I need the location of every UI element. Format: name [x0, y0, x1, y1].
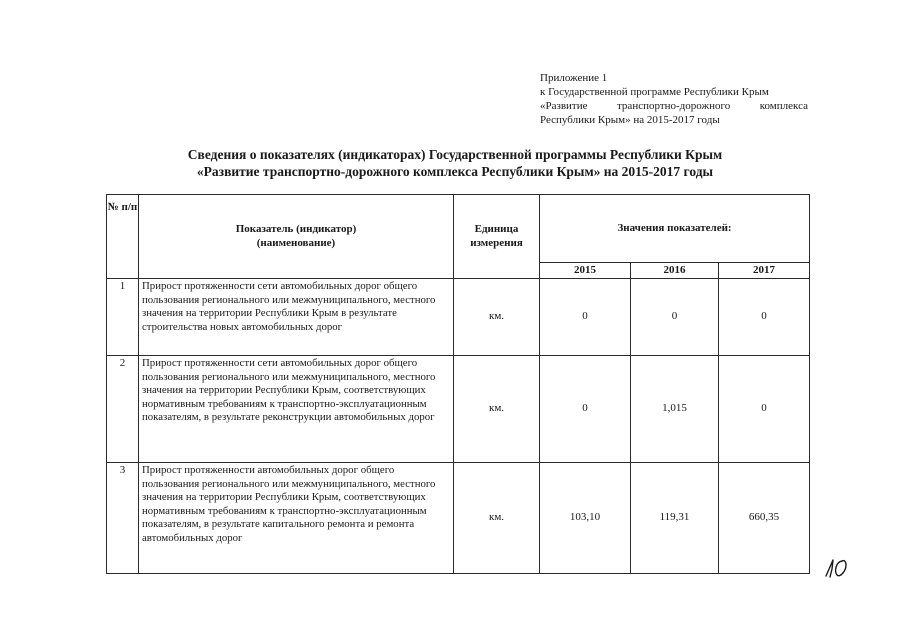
handwritten-page-number [822, 555, 852, 581]
header-year-2016: 2016 [631, 263, 719, 279]
header-number: № п/п [107, 195, 139, 279]
indicators-table [106, 194, 810, 574]
row-value-2017: 0 [719, 356, 810, 463]
row-number: 2 [107, 356, 139, 463]
header-indicator: Показатель (индикатор) (наименование) [139, 195, 454, 279]
row-value-2017: 660,35 [719, 463, 810, 574]
header-unit: Единица измерения [454, 195, 540, 279]
row-indicator: Прирост протяженности сети автомобильных дорог общего пользования регионального или межмуниципального, местного значения на территории Республики Крым, соответствующих нормативным требованиям к транспортно-эксплуатационным показателям, в результате реконструкции автомобильных дорог [139, 356, 454, 463]
row-value-2015: 0 [540, 279, 631, 356]
row-number: 3 [107, 463, 139, 574]
table-header-row [107, 195, 810, 263]
header-values: Значения показателей: [540, 195, 810, 263]
appendix-line-2: к Государственной программе Республики Крым [540, 86, 769, 98]
row-value-2016: 1,015 [631, 356, 719, 463]
row-value-2016: 0 [631, 279, 719, 356]
header-year-2015: 2015 [540, 263, 631, 279]
row-number: 1 [107, 279, 139, 356]
title-line-1: Сведения о показателях (индикаторах) Государственной программы Республики Крым [187, 147, 723, 162]
row-unit: км. [454, 356, 540, 463]
table-row [107, 356, 810, 463]
row-unit: км. [454, 279, 540, 356]
document-title [100, 146, 810, 180]
appendix-note [540, 71, 808, 127]
appendix-line-4: Республики Крым» на 2015-2017 годы [540, 114, 720, 126]
row-indicator: Прирост протяженности сети автомобильных дорог общего пользования регионального или межмуниципального, местного значения на территории Республики Крым в результате строительства новых автомобильных дорог [139, 279, 454, 356]
table-row [107, 463, 810, 574]
header-year-2017: 2017 [719, 263, 810, 279]
row-value-2015: 103,10 [540, 463, 631, 574]
title-line-2: «Развитие транспортно-дорожного комплекса Республики Крым» на 2015-2017 годы [196, 164, 714, 179]
appendix-line-1: Приложение 1 [540, 72, 608, 84]
row-value-2015: 0 [540, 356, 631, 463]
row-unit: км. [454, 463, 540, 574]
row-value-2017: 0 [719, 279, 810, 356]
row-indicator: Прирост протяженности автомобильных дорог общего пользования регионального или межмуниципального, местного значения на территории Республики Крым, соответствующих нормативным требованиям к транспортно-эксплуатационным показателям, в результате капитального ремонта и ремонта автомобильных дорог [139, 463, 454, 574]
table-row [107, 279, 810, 356]
row-value-2016: 119,31 [631, 463, 719, 574]
appendix-line-3: «Развитие транспортно-дорожного комплекса [540, 100, 808, 112]
